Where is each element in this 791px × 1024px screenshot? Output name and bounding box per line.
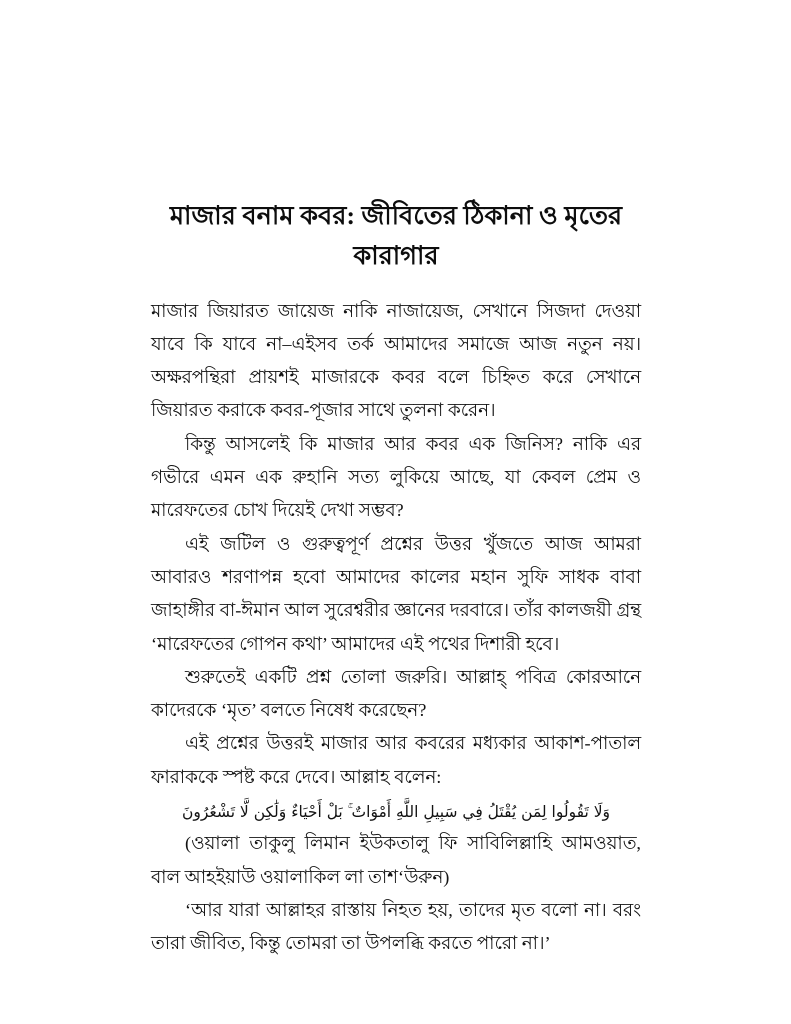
- quran-verse-transliteration: (ওয়ালা তাকুলু লিমান ইউকতালু ফি সাবিলিল্লাহি আমওয়াত, বাল আহইয়াউ ওয়ালাকিল লা তাশ‘উরুন): [151, 833, 641, 887]
- body-paragraph-3: এই জটিল ও গুরুত্বপূর্ণ প্রশ্নের উত্তর খুঁজতে আজ আমরা আবারও শরণাপন্ন হবো আমাদের কালের মহান সুফি সাধক বাবা জাহাঙ্গীর বা-ঈমান আল সুরেশ্বরীর জ্ঞানের দরবারে। তাঁর কালজয়ী গ্রন্থ ‘মারেফতের গোপন কথা’ আমাদের এই পথের দিশারী হবে।: [151, 533, 642, 654]
- quran-verse-arabic: وَلَا تَقُولُوا لِمَن يُقْتَلُ فِي سَبِيلِ اللَّهِ أَمْوَاتٌ ۚ بَلْ أَحْيَاءٌ وَلَٰكِن لَّا تَشْعُرُونَ: [181, 803, 611, 822]
- document-content: [151, 196, 641, 961]
- body-paragraph-2: কিন্তু আসলেই কি মাজার আর কবর এক জিনিস? নাকি এর গভীরে এমন এক রুহানি সত্য লুকিয়ে আছে, যা কেবল প্রেম ও মারেফতের চোখ দিয়েই দেখা সম্ভব?: [151, 433, 641, 521]
- quran-verse-translation: ‘আর যারা আল্লাহর রাস্তায় নিহত হয়, তাদের মৃত বলো না। বরং তারা জীবিত, কিন্তু তোমরা তা উপলব্ধি করতে পারো না।’: [151, 900, 641, 954]
- body-paragraph-5: এই প্রশ্নের উত্তরই মাজার আর কবরের মধ্যকার আকাশ-পাতাল ফারাককে স্পষ্ট করে দেবে। আল্লাহ বলেন:: [151, 733, 641, 787]
- body-paragraph-4: শুরুতেই একটি প্রশ্ন তোলা জরুরি। আল্লাহ্‌ পবিত্র কোরআনে কাদেরকে ‘মৃত’ বলতে নিষেধ করেছেন?: [151, 666, 641, 721]
- page-title: মাজার বনাম কবর: জীবিতের ঠিকানা ও মৃতের কারাগার: [169, 201, 623, 271]
- body-paragraph-1: মাজার জিয়ারত জায়েজ নাকি নাজায়েজ, সেখানে সিজদা দেওয়া যাবে কি যাবে না–এইসব তর্ক আমাদের সমাজে আজ নতুন নয়। অক্ষরপন্থিরা প্রায়শই মাজারকে কবর বলে চিহ্নিত করে সেখানে জিয়ারত করাকে কবর-পূজার সাথে তুলনা করেন।: [151, 300, 641, 421]
